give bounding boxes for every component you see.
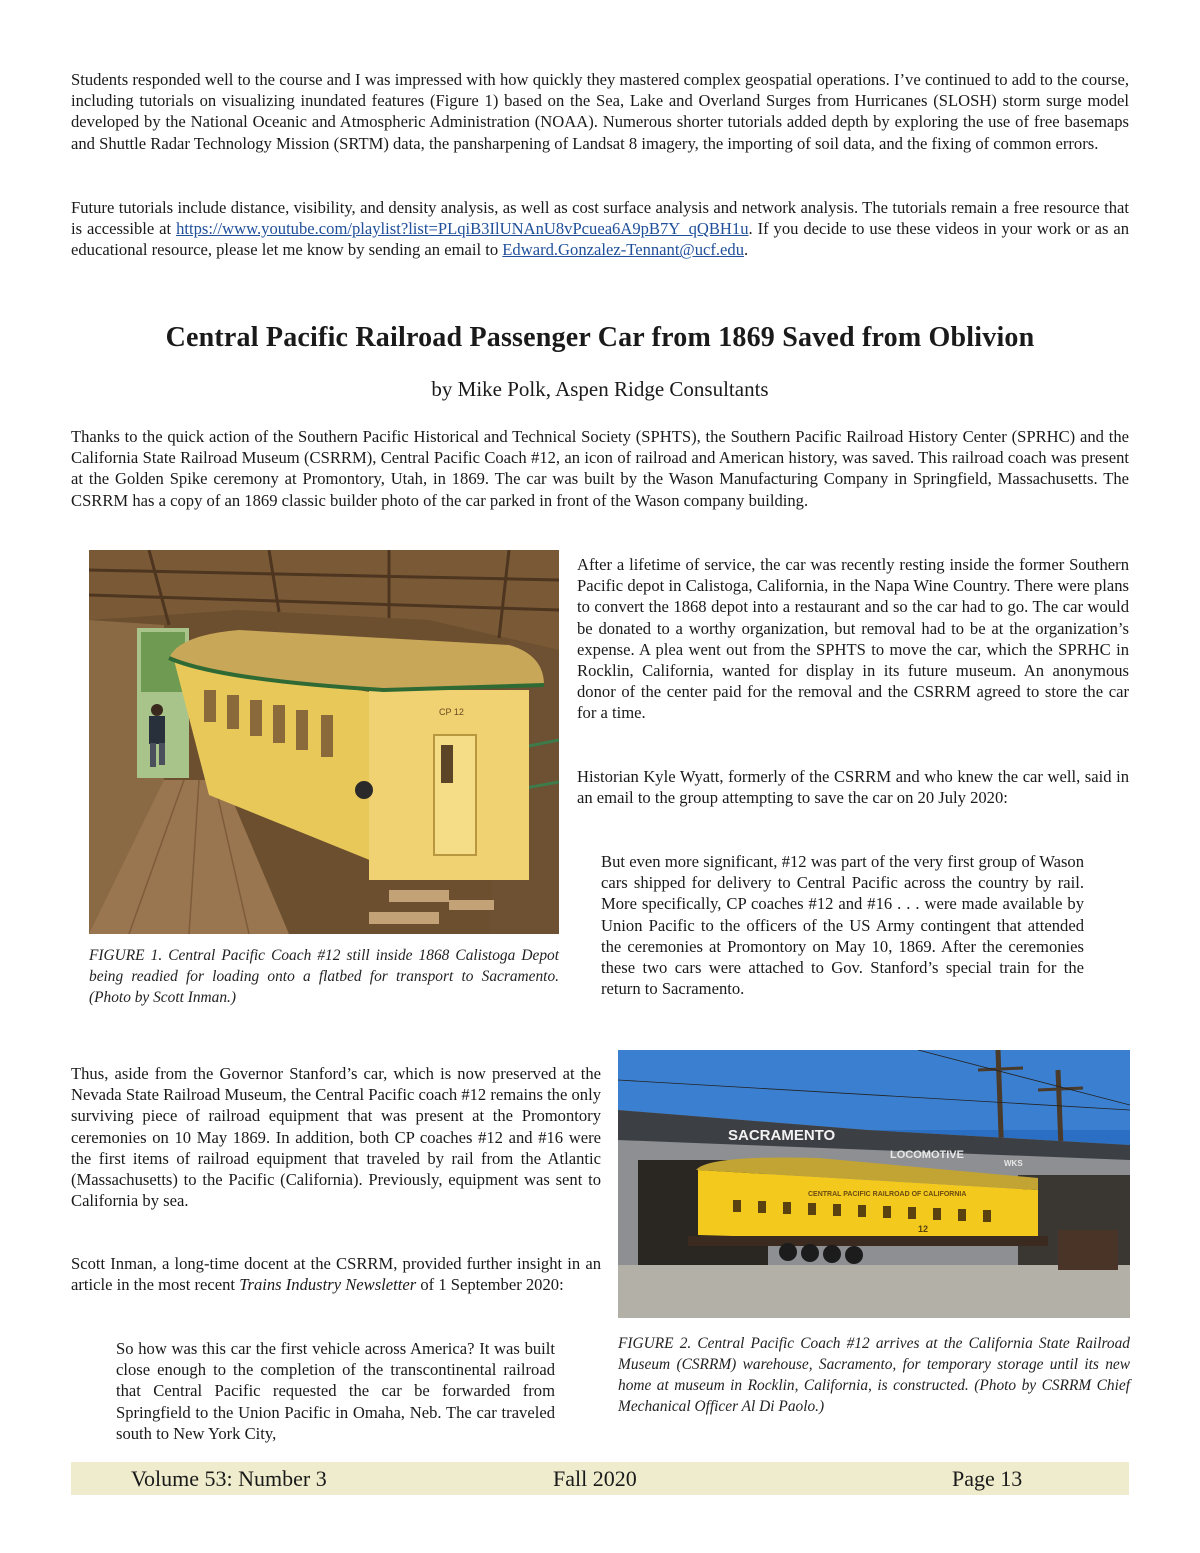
figure-2-photo bbox=[618, 1050, 1130, 1318]
intro-paragraph-2 bbox=[71, 197, 1129, 261]
intro-paragraph-2-text-end: . bbox=[744, 240, 749, 260]
photo-2-car-number: 12 bbox=[918, 1224, 929, 1234]
photo-2-sign-sacramento: SACRAMENTO bbox=[728, 1127, 836, 1144]
footer-volume: Volume 53: Number 3 bbox=[131, 1466, 327, 1491]
photo-2-car-lettering: CENTRAL PACIFIC RAILROAD OF CALIFORNIA bbox=[808, 1191, 967, 1198]
article-lead-paragraph: Thanks to the quick action of the Southern Pacific Historical and Technical Society (SPHTS), the Southern Pacific Railroad History Center (SPRHC) and the California State Railroad Museum (CSRRM), Central Pacific Coach #12, an icon of railroad and American history, was saved. This railroad coach was present at the Golden Spike ceremony at Promontory, Utah, in 1869. The car was built by the Wason Manufacturing Company in Springfield, Massachusetts. The CSRRM has a copy of an 1869 classic builder photo of the car parked in front of the Wason company building. bbox=[71, 427, 1129, 510]
block-quote-inman: So how was this car the first vehicle across America? It was built close enough to the completion of the transcontinental railroad that Central Pacific requested the car be forwarded from Springfield to the Union Pacific in Omaha, Neb. The car traveled south to New York City, bbox=[116, 1339, 555, 1443]
article-title: Central Pacific Railroad Passenger Car from 1869 Saved from Oblivion bbox=[165, 322, 1035, 353]
article-byline: by Mike Polk, Aspen Ridge Consultants bbox=[431, 377, 769, 401]
email-link[interactable]: Edward.Gonzalez-Tennant@ucf.edu bbox=[502, 240, 745, 260]
left-column-paragraph-1: Thus, aside from the Governor Stanford’s car, which is now preserved at the Nevada State Railroad Museum, the Central Pacific coach #12 remains the only surviving piece of railroad equipment that was present at the Promontory ceremonies on 10 May 1869. In addition, both CP coaches #12 and #16 were the first items of railroad equipment that traveled by rail from the Atlantic (Massachusetts) to the Pacific (California). Previously, equipment was sent to California by sea. bbox=[71, 1064, 601, 1211]
left-column-paragraph-2 bbox=[71, 1253, 601, 1295]
photo-2-sign-works: WKS bbox=[1004, 1159, 1023, 1168]
figure-2-caption: FIGURE 2. Central Pacific Coach #12 arrives at the California State Railroad Museum (CSRRM) warehouse, Sacramento, for temporary storage until its new home at museum in Rocklin, California, is constructed. (Photo by CSRRM Chief Mechanical Officer Al Di Paolo.) bbox=[618, 1335, 1130, 1415]
intro-paragraph-1: Students responded well to the course and I was impressed with how quickly they mastered complex geospatial operations. I’ve continued to add to the course, including tutorials on visualizing inundated features (Figure 1) based on the Sea, Lake and Overland Surges from Hurricanes (SLOSH) storm surge model developed by the National Oceanic and Atmospheric Administration (NOAA). Numerous shorter tutorials added depth by exploring the use of free basemaps and Shuttle Radar Technology Mission (SRTM) data, the pansharpening of Landsat 8 imagery, the importing of soil data, and the fixing of common errors. bbox=[71, 70, 1129, 153]
page-footer bbox=[71, 1462, 1129, 1495]
right-column-paragraph-2: Historian Kyle Wyatt, formerly of the CSRRM and who knew the car well, said in an email to the group attempting to save the car on 20 July 2020: bbox=[577, 767, 1129, 808]
figure-1-caption: FIGURE 1. Central Pacific Coach #12 still inside 1868 Calistoga Depot being readied for loading onto a flatbed for transport to Sacramento. (Photo by Scott Inman.) bbox=[89, 947, 559, 1006]
intro-paragraph-2-text: Future tutorials include distance, visibility, and density analysis, as well as cost surface analysis and network analysis. The tutorials remain a free resource that is accessible at bbox=[71, 198, 1129, 239]
left-paragraph-2-text-end: of 1 September 2020: bbox=[416, 1275, 564, 1295]
figure-1-photo bbox=[89, 550, 559, 934]
youtube-playlist-link[interactable]: https://www.youtube.com/playlist?list=PLqiB3IlUNAnU8vPcuea6A9pB7Y_qQBH1u bbox=[176, 219, 749, 239]
block-quote-wyatt: But even more significant, #12 was part of the very first group of Wason cars shipped for delivery to Central Pacific across the country by rail. More specifically, CP coaches #12 and #16 . . . were made available by Union Pacific to the officers of the US Army contingent that attended the ceremonies at Promontory on May 10, 1869. After the ceremonies these two cars were attached to Gov. Stanford’s special train for the return to Sacramento. bbox=[601, 852, 1084, 999]
intro-paragraph-2-text-middle: . If you decide to use these videos in your work or as an educational resource, please let me know by sending an email to bbox=[71, 219, 1130, 260]
photo-2-sign-locomotive: LOCOMOTIVE bbox=[890, 1149, 964, 1161]
left-paragraph-2-text: Scott Inman, a long-time docent at the CSRRM, provided further insight in an article in the most recent bbox=[71, 1254, 601, 1295]
right-column-paragraph-1: After a lifetime of service, the car was recently resting inside the former Southern Pacific depot in Calistoga, California, in the Napa Wine Country. There were plans to convert the 1868 depot into a restaurant and so the car had to go. The car would be donated to a worthy organization, but removal had to be at the organization’s expense. A plea went out from the SPHTS to move the car, which the SPRHC in Rocklin, California, wanted for display in its future museum. An anonymous donor of the center paid for the removal and the CSRRM agreed to store the car for a time. bbox=[577, 555, 1129, 723]
footer-page-number: Page 13 bbox=[952, 1466, 1023, 1491]
photo-1-coach-plate: CP 12 bbox=[439, 707, 464, 717]
newsletter-title: Trains Industry Newsletter bbox=[239, 1275, 417, 1295]
footer-season: Fall 2020 bbox=[553, 1466, 637, 1491]
